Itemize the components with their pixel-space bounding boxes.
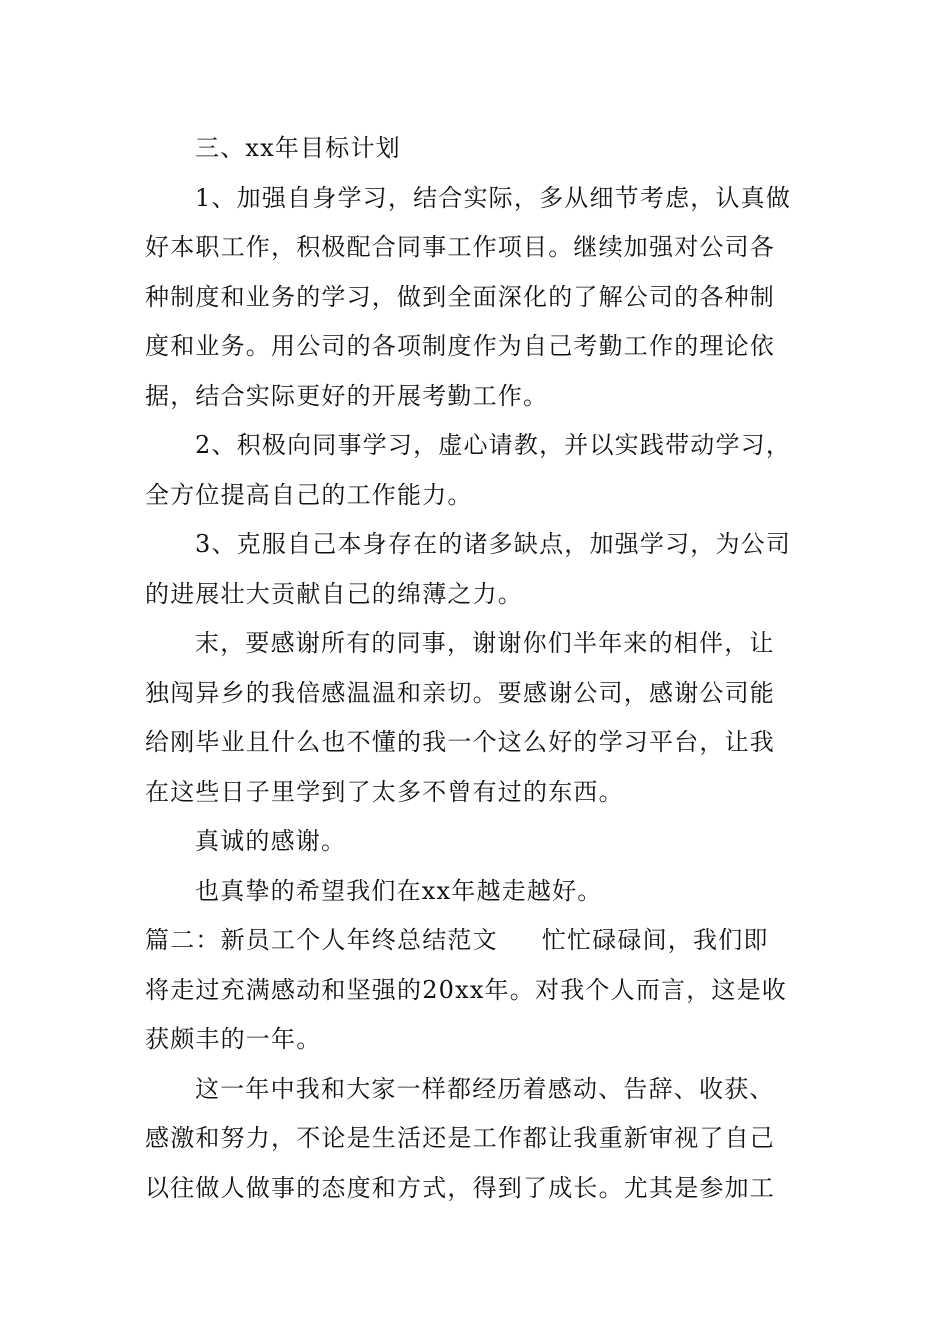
thanks-paragraph — [145, 817, 809, 867]
section-2-intro: 忙忙碌碌间，我们即 — [541, 926, 769, 954]
document-body — [145, 124, 809, 1213]
last-paragraph — [145, 1065, 809, 1214]
text-line: 给刚毕业且什么也不懂的我一个这么好的学习平台，让我 — [145, 728, 775, 756]
plan-item-3 — [145, 520, 809, 619]
section-2-first-line — [145, 916, 809, 966]
text-line: 将走过充满感动和坚强的20xx年。对我个人而言，这是收 — [145, 975, 788, 1004]
text-line: 的进展壮大贡献自己的绵薄之力。 — [145, 579, 523, 608]
text-line: 真诚的感谢。 — [195, 827, 347, 855]
text-line: 3、克服自己本身存在的诸多缺点，加强学习，为公司 — [195, 530, 792, 558]
text-line: 获颇丰的一年。 — [145, 1025, 322, 1053]
plan-item-1 — [145, 174, 809, 422]
text-line: 也真挚的希望我们在xx年越走越好。 — [195, 876, 603, 905]
plan-item-2 — [145, 421, 809, 520]
text-line: 2、积极向同事学习，虚心请教，并以实践带动学习， — [195, 431, 792, 459]
section-2-paragraph — [145, 916, 809, 1065]
text-line: 这一年中我和大家一样都经历着感动、告辞、收获、 — [195, 1074, 775, 1103]
text-line: 末，要感谢所有的同事，谢谢你们半年来的相伴，让 — [195, 629, 775, 657]
text-line: 据，结合实际更好的开展考勤工作。 — [145, 381, 549, 410]
section-2-title: 篇二：新员工个人年终总结范文 — [145, 926, 498, 954]
text-line: 感激和努力，不论是生活还是工作都让我重新审视了自己 — [145, 1124, 775, 1152]
closing-paragraph — [145, 619, 809, 817]
heading-line: 三、xx年目标计划 — [195, 134, 401, 162]
text-line: 在这些日子里学到了太多不曾有过的东西。 — [145, 777, 624, 806]
text-line: 1、加强自身学习，结合实际，多从细节考虑，认真做 — [195, 183, 792, 212]
text-line: 以往做人做事的态度和方式，得到了成长。尤其是参加工 — [145, 1173, 775, 1202]
text-line: 独闯异乡的我倍感温温和亲切。要感谢公司，感谢公司能 — [145, 678, 775, 707]
text-line: 度和业务。用公司的各项制度作为自己考勤工作的理论依 — [145, 332, 775, 360]
text-line: 好本职工作，积极配合同事工作项目。继续加强对公司各 — [145, 233, 775, 261]
text-line: 全方位提高自己的工作能力。 — [145, 480, 473, 509]
section-heading — [145, 124, 809, 174]
wish-paragraph — [145, 867, 809, 917]
text-line: 种制度和业务的学习，做到全面深化的了解公司的各种制 — [145, 282, 775, 311]
